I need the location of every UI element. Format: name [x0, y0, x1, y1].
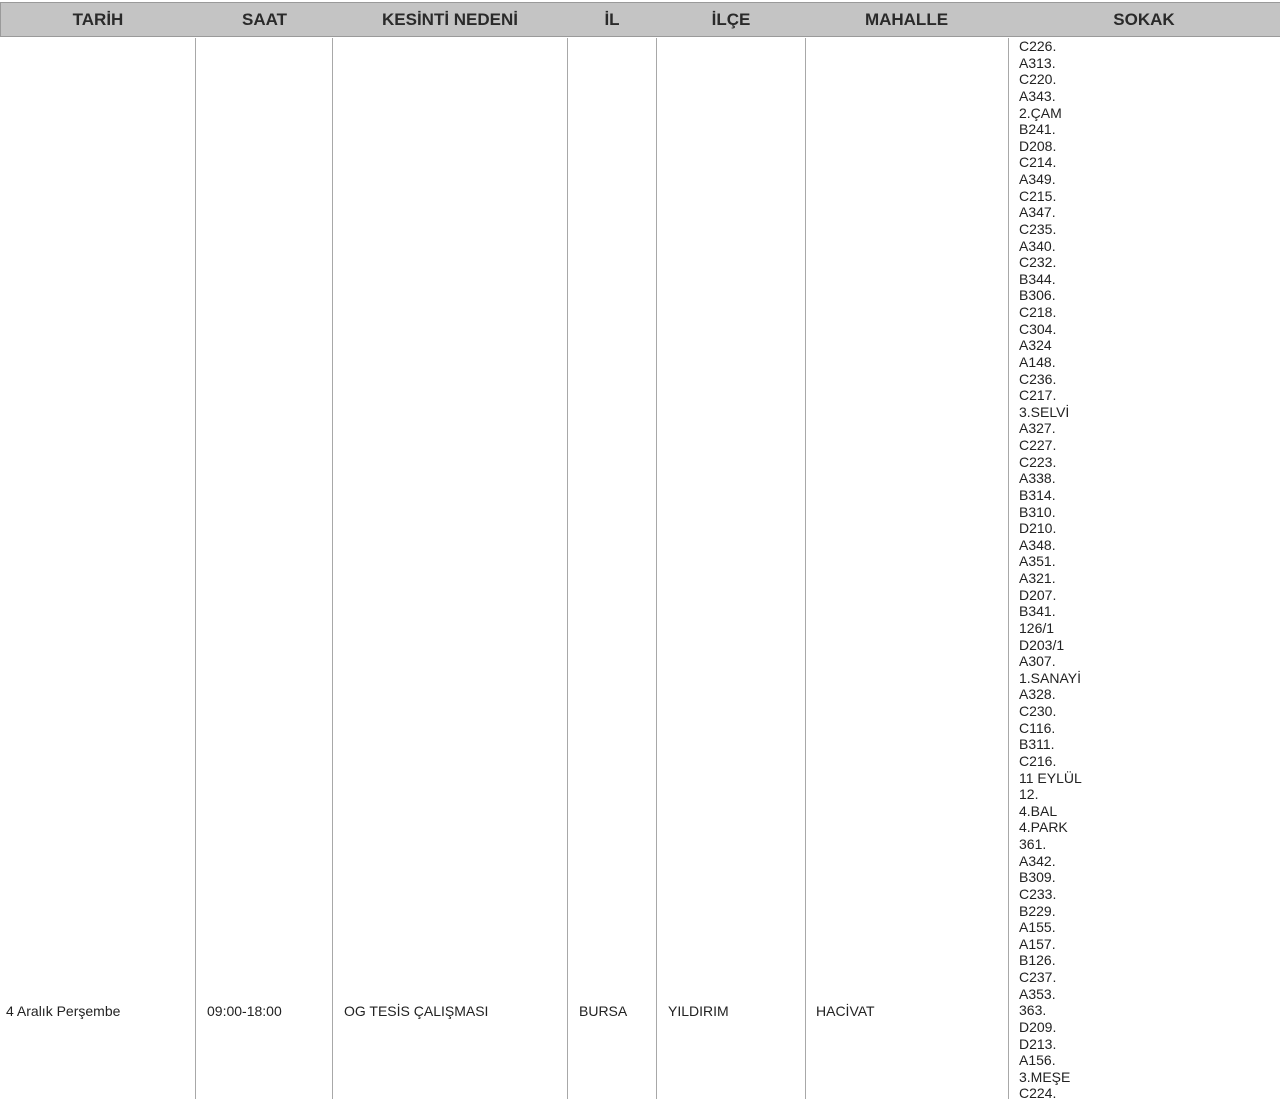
sokak-item: C216. — [1019, 752, 1057, 769]
sokak-item: D209. — [1019, 1018, 1057, 1035]
header-ilce: İLÇE — [711, 10, 751, 29]
sokak-item: A321. — [1019, 570, 1056, 586]
sokak-item: A351. — [1019, 553, 1056, 570]
sokak-item: A338. — [1019, 470, 1056, 487]
sokak-item: C215. — [1019, 187, 1057, 204]
sokak-item: B309. — [1019, 869, 1056, 886]
sokak-item: A156. — [1019, 1052, 1056, 1069]
sokak-item: A348. — [1019, 536, 1056, 553]
sokak-item: A349. — [1019, 171, 1056, 187]
column-divider — [656, 38, 657, 1099]
cell-sokak-list — [1019, 38, 1082, 1099]
sokak-item: C226. — [1019, 38, 1057, 54]
column-divider — [567, 38, 568, 1099]
sokak-item: A342. — [1019, 852, 1056, 869]
sokak-item: C224. — [1019, 1085, 1057, 1099]
header-il: İL — [604, 10, 620, 29]
sokak-item: A347. — [1019, 204, 1056, 221]
sokak-item: A155. — [1019, 919, 1056, 936]
column-divider — [805, 38, 806, 1099]
column-divider — [1008, 38, 1009, 1099]
sokak-item: C227. — [1019, 437, 1057, 453]
sokak-item: B344. — [1019, 270, 1056, 287]
sokak-item: 1.SANAYİ — [1019, 669, 1081, 686]
sokak-item: A327. — [1019, 420, 1056, 437]
sokak-item: B311. — [1019, 736, 1055, 753]
column-divider — [195, 38, 196, 1099]
sokak-item: C304. — [1019, 320, 1057, 337]
sokak-item: C232. — [1019, 254, 1057, 271]
sokak-item: C217. — [1019, 387, 1057, 404]
sokak-item: 3.MEŞE — [1019, 1068, 1071, 1085]
sokak-item: 126/1 — [1019, 619, 1055, 636]
sokak-item: C218. — [1019, 304, 1057, 320]
cell-mahalle: HACİVAT — [816, 1003, 875, 1019]
sokak-item: A328. — [1019, 686, 1056, 703]
sokak-item: 4.PARK — [1019, 819, 1068, 836]
sokak-item: 3.SELVİ — [1019, 403, 1070, 420]
sokak-item: B126. — [1019, 952, 1056, 969]
header-saat: SAAT — [241, 10, 287, 29]
sokak-item: C235. — [1019, 220, 1057, 237]
sokak-item: A343. — [1019, 87, 1056, 104]
header-tarih: TARİH — [72, 10, 124, 29]
cell-saat: 09:00-18:00 — [207, 1003, 282, 1019]
sokak-item: A353. — [1019, 985, 1056, 1002]
cell-il: BURSA — [579, 1003, 628, 1019]
sokak-item: D207. — [1019, 586, 1057, 603]
cell-kesinti-nedeni: OG TESİS ÇALIŞMASI — [344, 1003, 489, 1019]
header-sokak: SOKAK — [1113, 10, 1175, 29]
cell-ilce: YILDIRIM — [668, 1003, 729, 1019]
sokak-item: B310. — [1019, 503, 1056, 520]
sokak-item: 12. — [1019, 786, 1039, 803]
sokak-item: 2.ÇAM — [1019, 104, 1062, 121]
sokak-item: B314. — [1019, 486, 1056, 503]
sokak-item: A307. — [1019, 653, 1056, 670]
sokak-item: A340. — [1019, 237, 1056, 254]
sokak-item: B229. — [1019, 902, 1056, 919]
table-header-row — [0, 2, 1280, 37]
sokak-item: C236. — [1019, 370, 1057, 387]
sokak-item: B241. — [1019, 121, 1056, 138]
cell-tarih: 4 Aralık Perşembe — [6, 1003, 121, 1019]
sokak-item: C230. — [1019, 703, 1057, 719]
sokak-item: A313. — [1019, 54, 1056, 71]
sokak-item: C237. — [1019, 969, 1057, 985]
sokak-item: C220. — [1019, 71, 1057, 88]
sokak-item: D210. — [1019, 520, 1057, 537]
sokak-item: C116. — [1019, 719, 1056, 736]
sokak-item: B306. — [1019, 287, 1056, 304]
sokak-item: C214. — [1019, 154, 1057, 171]
sokak-item: A157. — [1019, 935, 1056, 952]
header-mahalle: MAHALLE — [864, 10, 949, 29]
sokak-item: 363. — [1019, 1002, 1047, 1019]
sokak-item: 11 EYLÜL — [1019, 769, 1082, 786]
sokak-item: 4.BAL — [1019, 802, 1058, 819]
sokak-item: D208. — [1019, 137, 1057, 154]
header-left-border — [0, 2, 1, 37]
sokak-item: D203/1 — [1019, 636, 1065, 653]
sokak-item: B341. — [1019, 603, 1056, 620]
column-divider — [332, 38, 333, 1099]
sokak-item: C233. — [1019, 885, 1057, 902]
sokak-item: A148. — [1019, 353, 1056, 370]
sokak-item: 361. — [1019, 836, 1047, 852]
sokak-item: D213. — [1019, 1035, 1057, 1052]
sokak-item: A324 — [1019, 337, 1052, 354]
sokak-item: C223. — [1019, 453, 1057, 470]
header-kesinti-nedeni: KESİNTİ NEDENİ — [381, 10, 519, 29]
